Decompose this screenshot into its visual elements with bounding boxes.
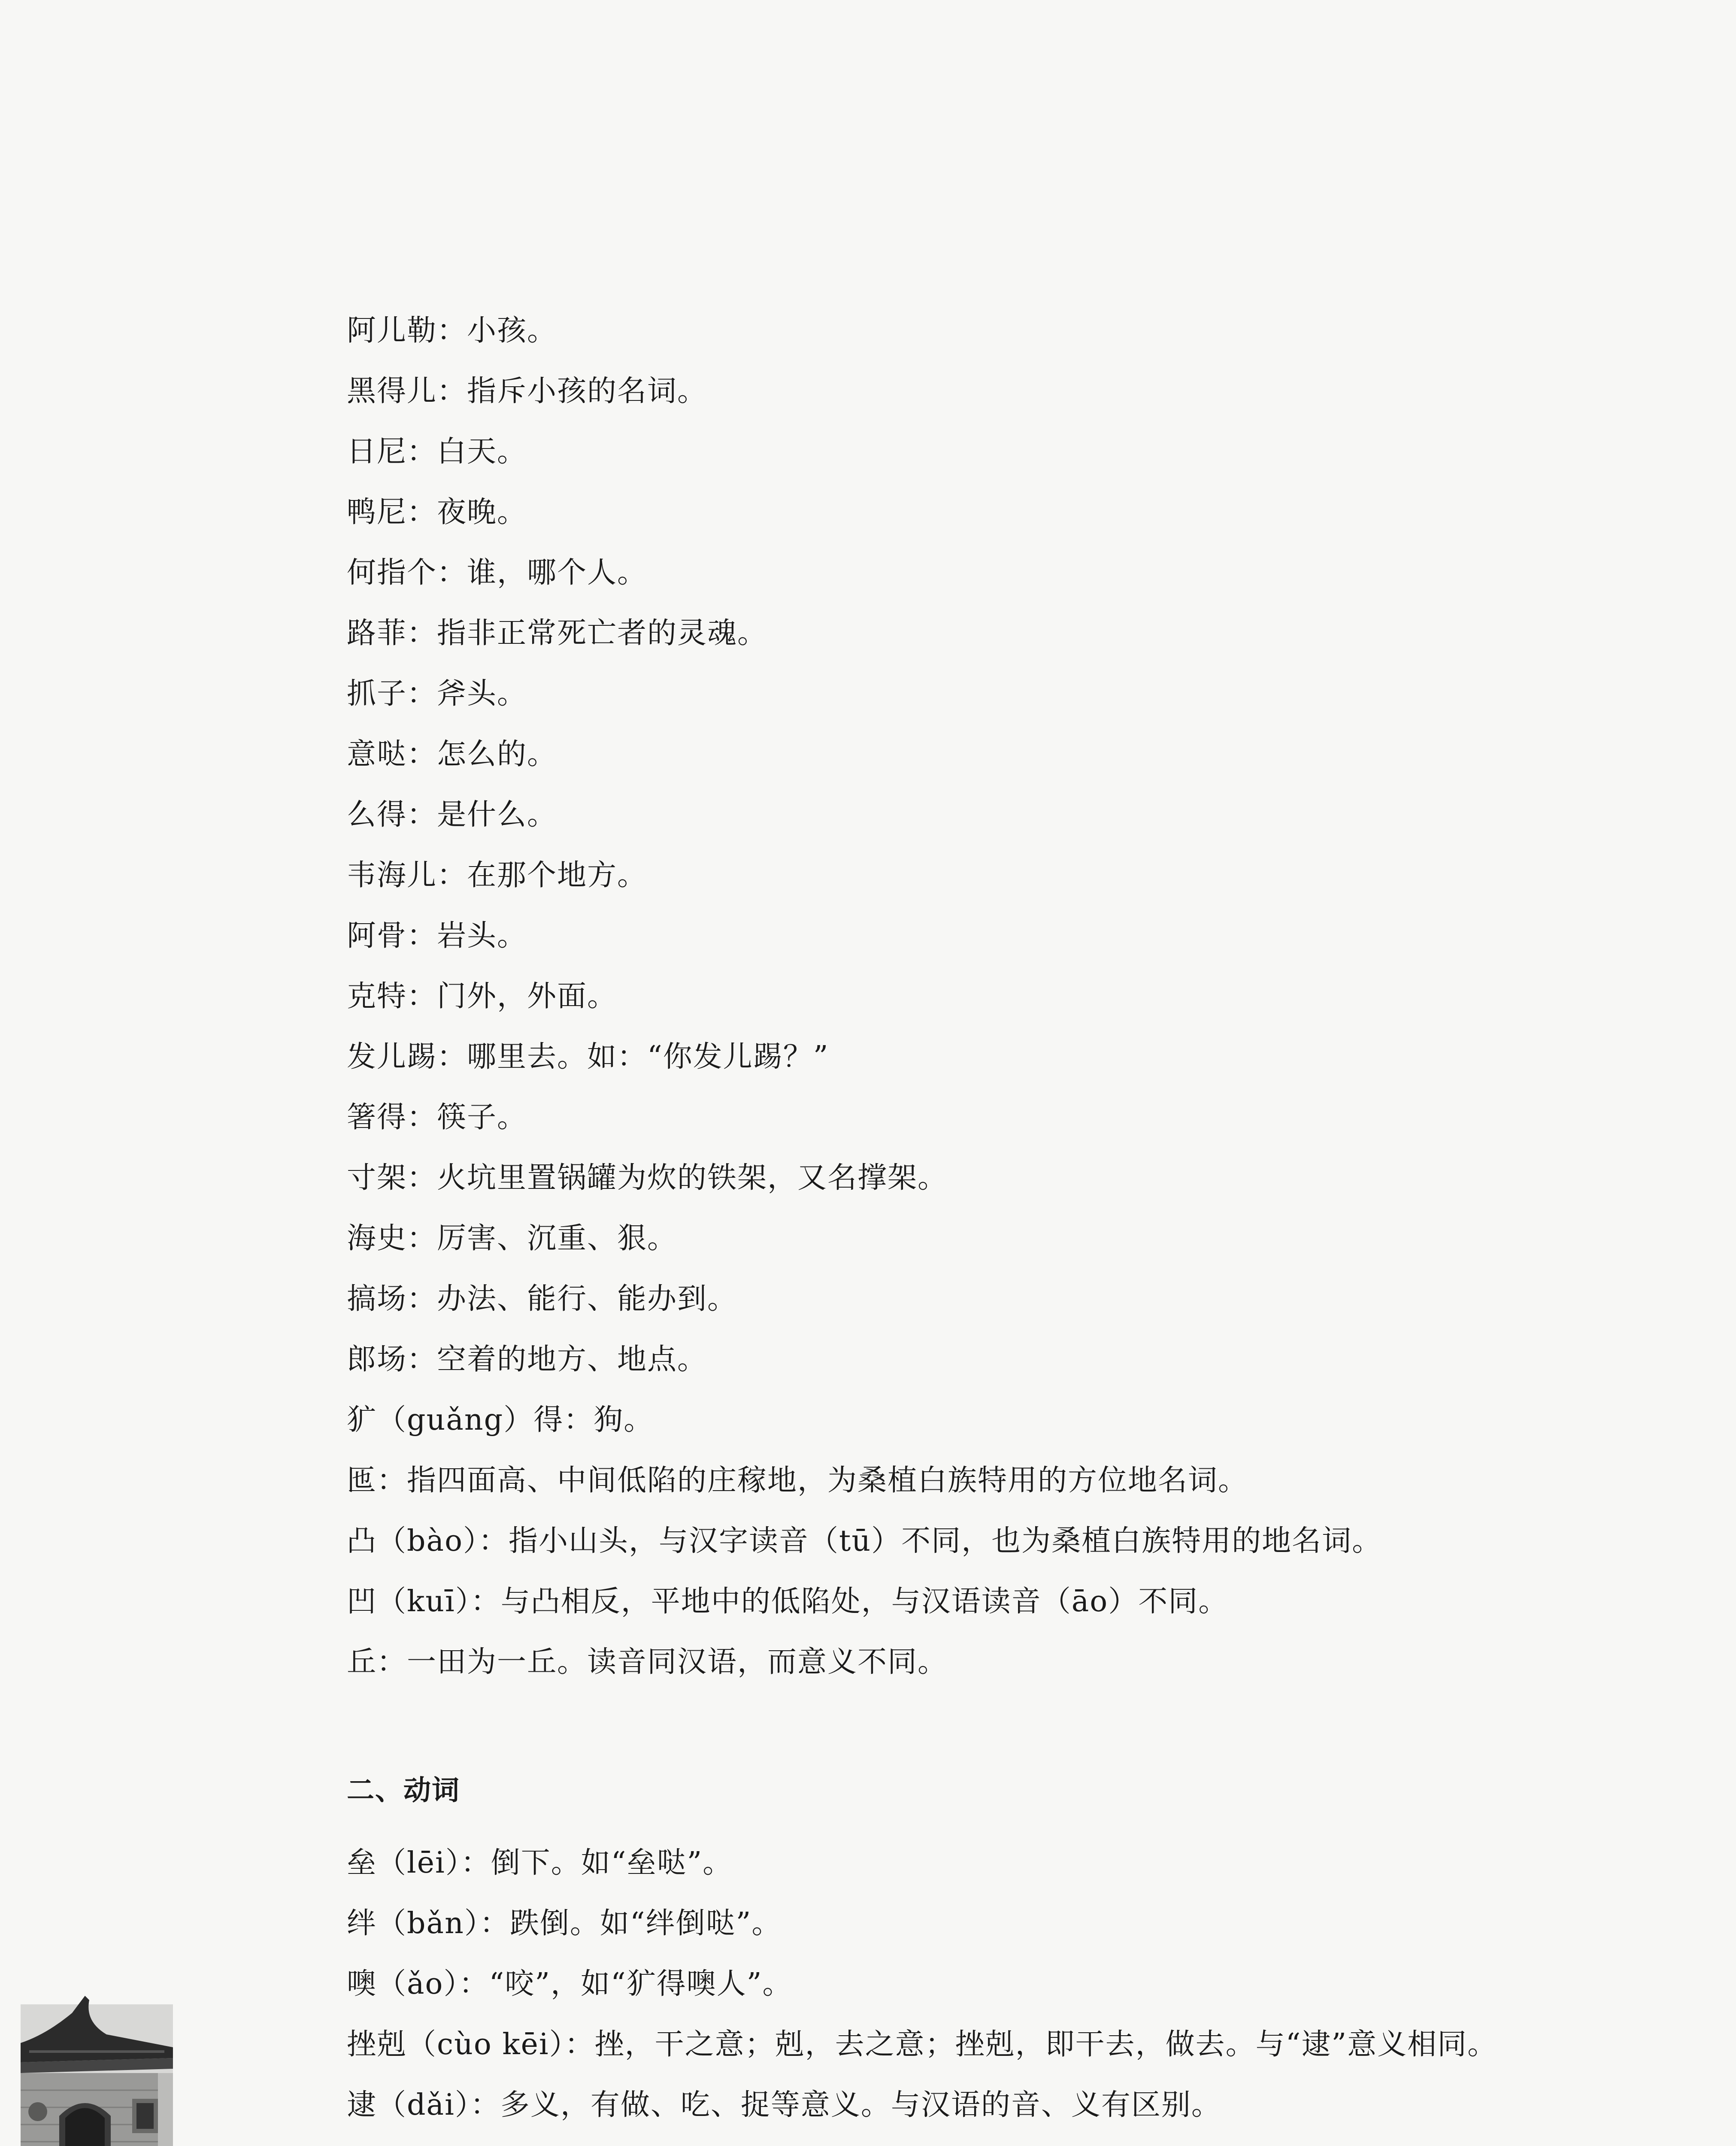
noun-entry: 鸭尼：夜晚。 (347, 495, 527, 529)
noun-entry: 黑得儿：指斥小孩的名词。 (347, 374, 708, 408)
noun-list (347, 300, 1634, 1692)
noun-entry: 发儿踢：哪里去。如：“你发儿踢？” (347, 1040, 829, 1074)
noun-entry: 何指个：谁，哪个人。 (347, 556, 648, 590)
noun-entry: 匜：指四面高、中间低陷的庄稼地，为桑植白族特用的方位地名词。 (347, 1464, 1248, 1497)
section-heading-verbs: 二、动词 (347, 1775, 460, 1807)
noun-entry: 箸得：筷子。 (347, 1100, 527, 1134)
noun-entry: 韦海儿：在那个地方。 (347, 858, 648, 892)
verb-entry: 逮（dǎi）：多义，有做、吃、捉等意义。与汉语的音、义有区别。 (347, 2088, 1221, 2122)
noun-entry: 寸架：火坑里置锅罐为炊的铁架，又名撑架。 (347, 1161, 948, 1195)
noun-entry: 意哒：怎么的。 (347, 737, 557, 771)
noun-entry: 海史：厉害、沉重、狠。 (347, 1222, 678, 1255)
noun-entry: 么得：是什么。 (347, 798, 557, 832)
verb-entry: 噢（ǎo）：“咬”，如“犷得噢人”。 (347, 1967, 793, 2001)
verb-entry: 绊（bǎn）：跌倒。如“绊倒哒”。 (347, 1907, 782, 1940)
temple-building-image (21, 1987, 173, 2146)
noun-entry: 凹（kuī）：与凸相反，平地中的低陷处，与汉语读音（āo）不同。 (347, 1585, 1229, 1619)
noun-entry: 路菲：指非正常死亡者的灵魂。 (347, 616, 768, 650)
noun-entry: 凸（bào）：指小山头，与汉字读音（tū）不同，也为桑植白族特用的地名词。 (347, 1524, 1382, 1558)
noun-entry: 日尼：白天。 (347, 435, 527, 469)
noun-entry: 丘：一田为一丘。读音同汉语，而意义不同。 (347, 1645, 948, 1679)
noun-entry: 阿儿勒：小孩。 (347, 314, 557, 348)
noun-entry: 抓子：斧头。 (347, 677, 527, 711)
verb-entry: 垒（lēi）：倒下。如“垒哒”。 (347, 1846, 733, 1880)
noun-entry: 阿骨：岩头。 (347, 919, 527, 953)
noun-entry: 克特：门外，外面。 (347, 979, 618, 1013)
verb-entry: 挫剋（cùo kēi）：挫，干之意；剋，去之意；挫剋，即干去，做去。与“逮”意义相同。 (347, 2028, 1498, 2061)
verb-list (347, 1833, 1634, 2135)
noun-entry: 搞场：办法、能行、能办到。 (347, 1282, 738, 1316)
noun-entry: 郎场：空着的地方、地点。 (347, 1343, 708, 1376)
noun-entry: 犷（guǎng）得：狗。 (347, 1403, 654, 1437)
